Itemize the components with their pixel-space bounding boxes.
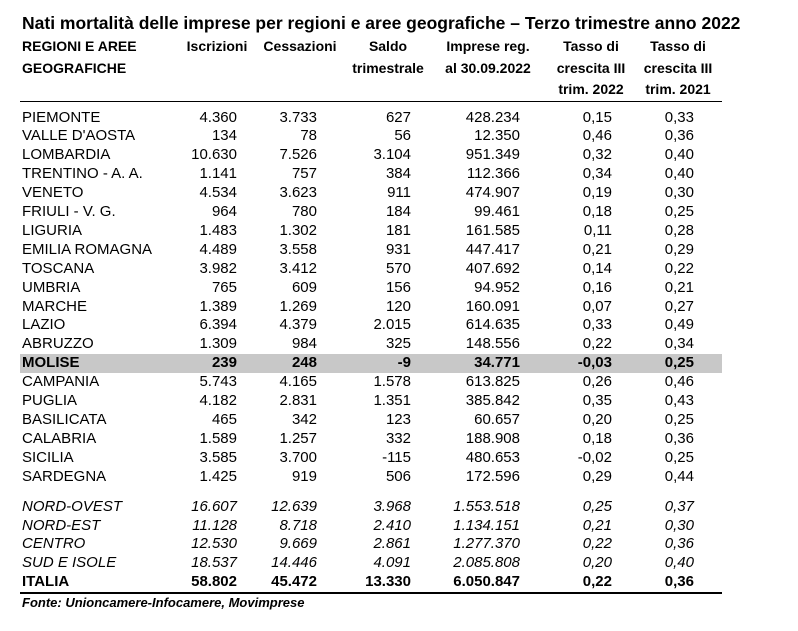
- iscrizioni-value: 964: [211, 203, 237, 221]
- cessazioni-value: 3.700: [279, 448, 317, 466]
- tasso-2022-value: 0,20: [582, 411, 612, 428]
- column-header-imprese: [428, 36, 548, 101]
- tasso-2021-value: 0,36: [664, 127, 694, 145]
- imprese-value: 385.842: [465, 392, 520, 410]
- imprese-value: 407.692: [465, 259, 520, 277]
- region-row: [20, 373, 722, 392]
- tasso-2022-value: 0,19: [582, 184, 612, 202]
- region-row: [20, 109, 722, 128]
- cessazioni-value: 1.302: [279, 221, 317, 239]
- area-row: [20, 498, 722, 517]
- iscrizioni-value: 239: [182, 354, 252, 373]
- saldo-value: 570: [385, 259, 411, 277]
- region-name: LAZIO: [22, 316, 66, 334]
- region-row: [20, 146, 722, 165]
- imprese-value: 614.635: [465, 316, 520, 334]
- region-row: [20, 203, 722, 222]
- iscrizioni-value: 16.607: [191, 497, 237, 515]
- region-name: LIGURIA: [22, 221, 83, 239]
- iscrizioni-value: 18.537: [191, 554, 237, 572]
- iscrizioni-value: 134: [211, 127, 237, 145]
- saldo-value: 4.091: [373, 554, 411, 572]
- region-row: [20, 430, 722, 449]
- region-row: [20, 127, 722, 146]
- tasso-2021-value: 0,44: [664, 467, 694, 485]
- region-name: CAMPANIA: [22, 373, 100, 391]
- total-row: [20, 573, 722, 593]
- cessazioni-value: 609: [291, 278, 317, 296]
- tasso-2022-value: 0,22: [582, 535, 612, 553]
- region-name: ABRUZZO: [22, 335, 94, 353]
- saldo-value: 384: [385, 165, 411, 183]
- column-header-region: [20, 36, 182, 101]
- iscrizioni-value: 465: [211, 411, 237, 428]
- tasso-2021-value: 0,21: [664, 278, 694, 296]
- tasso-2021-value: 0,27: [664, 297, 694, 315]
- area-name: CENTRO: [22, 535, 86, 553]
- imprese-value: 474.907: [465, 184, 520, 202]
- column-header-saldo: [348, 36, 428, 101]
- region-row: [20, 298, 722, 317]
- cessazioni-value: 780: [291, 203, 317, 221]
- tasso-2022-value: 0,07: [582, 297, 612, 315]
- cessazioni-value: 2.831: [279, 392, 317, 410]
- data-table: [20, 36, 722, 594]
- column-header-line: Saldo: [368, 38, 408, 54]
- imprese-value: 160.091: [465, 297, 520, 315]
- tasso-2022-value: 0,22: [548, 573, 634, 593]
- tasso-2022-value: 0,11: [583, 221, 612, 239]
- region-name: CALABRIA: [22, 429, 97, 447]
- tasso-2022-value: 0,15: [582, 108, 612, 126]
- saldo-value: 120: [385, 297, 411, 315]
- cessazioni-value: 4.379: [279, 316, 317, 334]
- iscrizioni-value: 1.589: [199, 429, 237, 447]
- saldo-value: -115: [382, 448, 411, 466]
- tasso-2021-value: 0,25: [634, 354, 722, 373]
- saldo-value: 184: [385, 203, 411, 221]
- imprese-value: 34.771: [428, 354, 548, 373]
- table-title: Nati mortalità delle imprese per regioni e aree geografiche – Terzo trimestre anno 2022: [22, 13, 741, 33]
- tasso-2022-value: 0,18: [582, 429, 612, 447]
- tasso-2021-value: 0,25: [664, 448, 694, 466]
- iscrizioni-value: 4.489: [199, 240, 237, 258]
- region-name: PIEMONTE: [22, 108, 101, 126]
- cessazioni-value: 757: [291, 165, 317, 183]
- cessazioni-value: 8.718: [279, 516, 317, 534]
- tasso-2021-value: 0,36: [634, 573, 722, 593]
- area-row: [20, 554, 722, 573]
- tasso-2022-value: 0,21: [582, 240, 612, 258]
- region-row: [20, 241, 722, 260]
- region-row: [20, 222, 722, 241]
- tasso-2021-value: 0,33: [664, 108, 694, 126]
- column-header-line: Imprese reg.: [446, 38, 530, 54]
- tasso-2021-value: 0,25: [664, 203, 694, 221]
- imprese-value: 161.585: [465, 221, 520, 239]
- tasso-2021-value: 0,25: [664, 411, 694, 428]
- region-row: [20, 411, 722, 430]
- region-name: TOSCANA: [22, 259, 95, 277]
- region-name: BASILICATA: [22, 411, 107, 428]
- region-name: VENETO: [22, 184, 84, 202]
- tasso-2022-value: 0,16: [582, 278, 612, 296]
- tasso-2021-value: 0,49: [664, 316, 694, 334]
- column-header-line: GEOGRAFICHE: [22, 59, 127, 76]
- total-name: ITALIA: [20, 573, 182, 593]
- saldo-value: 181: [385, 221, 411, 239]
- region-row: [20, 449, 722, 468]
- column-header-line: crescita III: [643, 59, 713, 76]
- tasso-2021-value: 0,36: [664, 535, 694, 553]
- tasso-2021-value: 0,40: [664, 165, 694, 183]
- saldo-value: 931: [385, 240, 411, 258]
- iscrizioni-value: 1.309: [199, 335, 237, 353]
- area-row: [20, 535, 722, 554]
- iscrizioni-value: 3.982: [199, 259, 237, 277]
- tasso-2021-value: 0,30: [664, 184, 694, 202]
- saldo-value: -9: [348, 354, 428, 373]
- saldo-value: 56: [394, 127, 411, 145]
- cessazioni-value: 9.669: [279, 535, 317, 553]
- saldo-value: 627: [385, 108, 411, 126]
- source-note: Fonte: Unioncamere-Infocamere, Movimprese: [22, 595, 305, 610]
- tasso-2021-value: 0,40: [664, 146, 694, 164]
- spacer-row: [20, 487, 722, 498]
- column-header-line: Cessazioni: [263, 38, 337, 54]
- tasso-2021-value: 0,37: [664, 497, 694, 515]
- cessazioni-value: 3.623: [279, 184, 317, 202]
- saldo-value: 2.861: [373, 535, 411, 553]
- imprese-value: 951.349: [465, 146, 520, 164]
- iscrizioni-value: 1.425: [199, 467, 237, 485]
- imprese-value: 188.908: [465, 429, 520, 447]
- cessazioni-value: 45.472: [252, 573, 348, 593]
- imprese-value: 1.277.370: [453, 535, 520, 553]
- tasso-2021-value: 0,40: [664, 554, 694, 572]
- region-name: SICILIA: [22, 448, 74, 466]
- region-row: [20, 165, 722, 184]
- region-row: [20, 184, 722, 203]
- imprese-value: 1.134.151: [453, 516, 520, 534]
- imprese-value: 613.825: [465, 373, 520, 391]
- tasso-2022-value: 0,14: [582, 259, 612, 277]
- tasso-2021-value: 0,34: [664, 335, 694, 353]
- region-row: [20, 260, 722, 279]
- tasso-2021-value: 0,43: [664, 392, 694, 410]
- iscrizioni-value: 4.360: [199, 108, 237, 126]
- cessazioni-value: 3.558: [279, 240, 317, 258]
- tasso-2022-value: 0,35: [582, 392, 612, 410]
- region-name: MARCHE: [22, 297, 88, 315]
- column-header-line: Tasso di: [650, 38, 706, 54]
- column-header-line: al 30.09.2022: [445, 59, 531, 76]
- column-header-line: Tasso di: [563, 38, 619, 54]
- tasso-2021-value: 0,29: [664, 240, 694, 258]
- column-header-line: trim. 2021: [645, 81, 711, 97]
- region-row: [20, 468, 722, 487]
- region-name: LOMBARDIA: [22, 146, 111, 164]
- column-header-line: trimestrale: [352, 59, 424, 76]
- column-header-tasso-2021: [634, 36, 722, 101]
- region-name: MOLISE: [20, 354, 182, 373]
- cessazioni-value: 1.269: [279, 297, 317, 315]
- imprese-value: 60.657: [474, 411, 520, 428]
- saldo-value: 123: [385, 411, 411, 428]
- saldo-value: 2.410: [373, 516, 411, 534]
- region-row: [20, 392, 722, 411]
- cessazioni-value: 1.257: [279, 429, 317, 447]
- imprese-value: 172.596: [465, 467, 520, 485]
- imprese-value: 112.366: [466, 165, 520, 183]
- region-row: [20, 335, 722, 354]
- tasso-2022-value: 0,46: [582, 127, 612, 145]
- cessazioni-value: 78: [300, 127, 317, 145]
- saldo-value: 3.968: [373, 497, 411, 515]
- iscrizioni-value: 1.141: [199, 165, 237, 183]
- imprese-value: 1.553.518: [453, 497, 520, 515]
- imprese-value: 428.234: [465, 108, 520, 126]
- tasso-2021-value: 0,28: [664, 221, 694, 239]
- tasso-2021-value: 0,36: [664, 429, 694, 447]
- region-name: TRENTINO - A. A.: [22, 165, 143, 183]
- cessazioni-value: 342: [291, 411, 317, 428]
- region-name: SARDEGNA: [22, 467, 107, 485]
- tasso-2022-value: -0,03: [548, 354, 634, 373]
- iscrizioni-value: 10.630: [191, 146, 237, 164]
- saldo-value: 1.351: [373, 392, 411, 410]
- imprese-value: 148.556: [465, 335, 520, 353]
- header-row: [20, 36, 722, 101]
- tasso-2022-value: 0,21: [582, 516, 612, 534]
- imprese-value: 6.050.847: [428, 573, 548, 593]
- saldo-value: 3.104: [373, 146, 411, 164]
- cessazioni-value: 3.733: [279, 108, 317, 126]
- iscrizioni-value: 1.389: [199, 297, 237, 315]
- tasso-2021-value: 0,22: [664, 259, 694, 277]
- column-header-line: crescita III: [556, 59, 626, 76]
- area-name: NORD-EST: [22, 516, 101, 534]
- spacer-row: [20, 101, 722, 109]
- iscrizioni-value: 4.534: [199, 184, 237, 202]
- region-name: EMILIA ROMAGNA: [22, 240, 153, 258]
- cessazioni-value: 248: [252, 354, 348, 373]
- tasso-2022-value: 0,22: [582, 335, 612, 353]
- region-name: FRIULI - V. G.: [22, 203, 116, 221]
- tasso-2021-value: 0,30: [664, 516, 694, 534]
- saldo-value: 2.015: [373, 316, 411, 334]
- iscrizioni-value: 1.483: [199, 221, 237, 239]
- iscrizioni-value: 765: [211, 278, 237, 296]
- tasso-2022-value: -0,02: [577, 448, 612, 466]
- area-row: [20, 517, 722, 536]
- iscrizioni-value: 58.802: [182, 573, 252, 593]
- tasso-2022-value: 0,25: [582, 497, 612, 515]
- tasso-2022-value: 0,26: [582, 373, 612, 391]
- cessazioni-value: 3.412: [279, 259, 317, 277]
- cessazioni-value: 919: [291, 467, 317, 485]
- saldo-value: 156: [385, 278, 411, 296]
- tasso-2022-value: 0,34: [582, 165, 612, 183]
- saldo-value: 332: [385, 429, 411, 447]
- iscrizioni-value: 4.182: [199, 392, 237, 410]
- saldo-value: 325: [385, 335, 411, 353]
- column-header-tasso-2022: [548, 36, 634, 101]
- iscrizioni-value: 6.394: [199, 316, 237, 334]
- area-name: NORD-OVEST: [22, 497, 123, 515]
- cessazioni-value: 4.165: [279, 373, 317, 391]
- column-header-line: Iscrizioni: [186, 38, 248, 54]
- tasso-2021-value: 0,46: [664, 373, 694, 391]
- iscrizioni-value: 5.743: [199, 373, 237, 391]
- cessazioni-value: 984: [291, 335, 317, 353]
- region-name: VALLE D'AOSTA: [22, 127, 136, 145]
- region-row: [20, 279, 722, 298]
- region-row: [20, 316, 722, 335]
- saldo-value: 506: [385, 467, 411, 485]
- saldo-value: 911: [387, 184, 411, 202]
- saldo-value: 13.330: [348, 573, 428, 593]
- imprese-value: 99.461: [474, 203, 520, 221]
- tasso-2022-value: 0,18: [582, 203, 612, 221]
- highlighted-region-row: [20, 354, 722, 373]
- iscrizioni-value: 11.128: [192, 516, 237, 534]
- region-name: UMBRIA: [22, 278, 81, 296]
- tasso-2022-value: 0,29: [582, 467, 612, 485]
- imprese-value: 94.952: [474, 278, 520, 296]
- tasso-2022-value: 0,33: [582, 316, 612, 334]
- column-header-cessazioni: [252, 36, 348, 101]
- imprese-value: 480.653: [465, 448, 520, 466]
- cessazioni-value: 12.639: [271, 497, 317, 515]
- region-name: PUGLIA: [22, 392, 78, 410]
- area-name: SUD E ISOLE: [22, 554, 117, 572]
- tasso-2022-value: 0,20: [582, 554, 612, 572]
- imprese-value: 447.417: [465, 240, 520, 258]
- iscrizioni-value: 3.585: [199, 448, 237, 466]
- column-header-line: REGIONI E AREE: [22, 38, 137, 54]
- column-header-iscrizioni: [182, 36, 252, 101]
- column-header-line: trim. 2022: [558, 81, 624, 97]
- cessazioni-value: 14.446: [271, 554, 317, 572]
- saldo-value: 1.578: [373, 373, 411, 391]
- imprese-value: 12.350: [474, 127, 520, 145]
- tasso-2022-value: 0,32: [582, 146, 612, 164]
- cessazioni-value: 7.526: [279, 146, 317, 164]
- iscrizioni-value: 12.530: [191, 535, 237, 553]
- imprese-value: 2.085.808: [453, 554, 520, 572]
